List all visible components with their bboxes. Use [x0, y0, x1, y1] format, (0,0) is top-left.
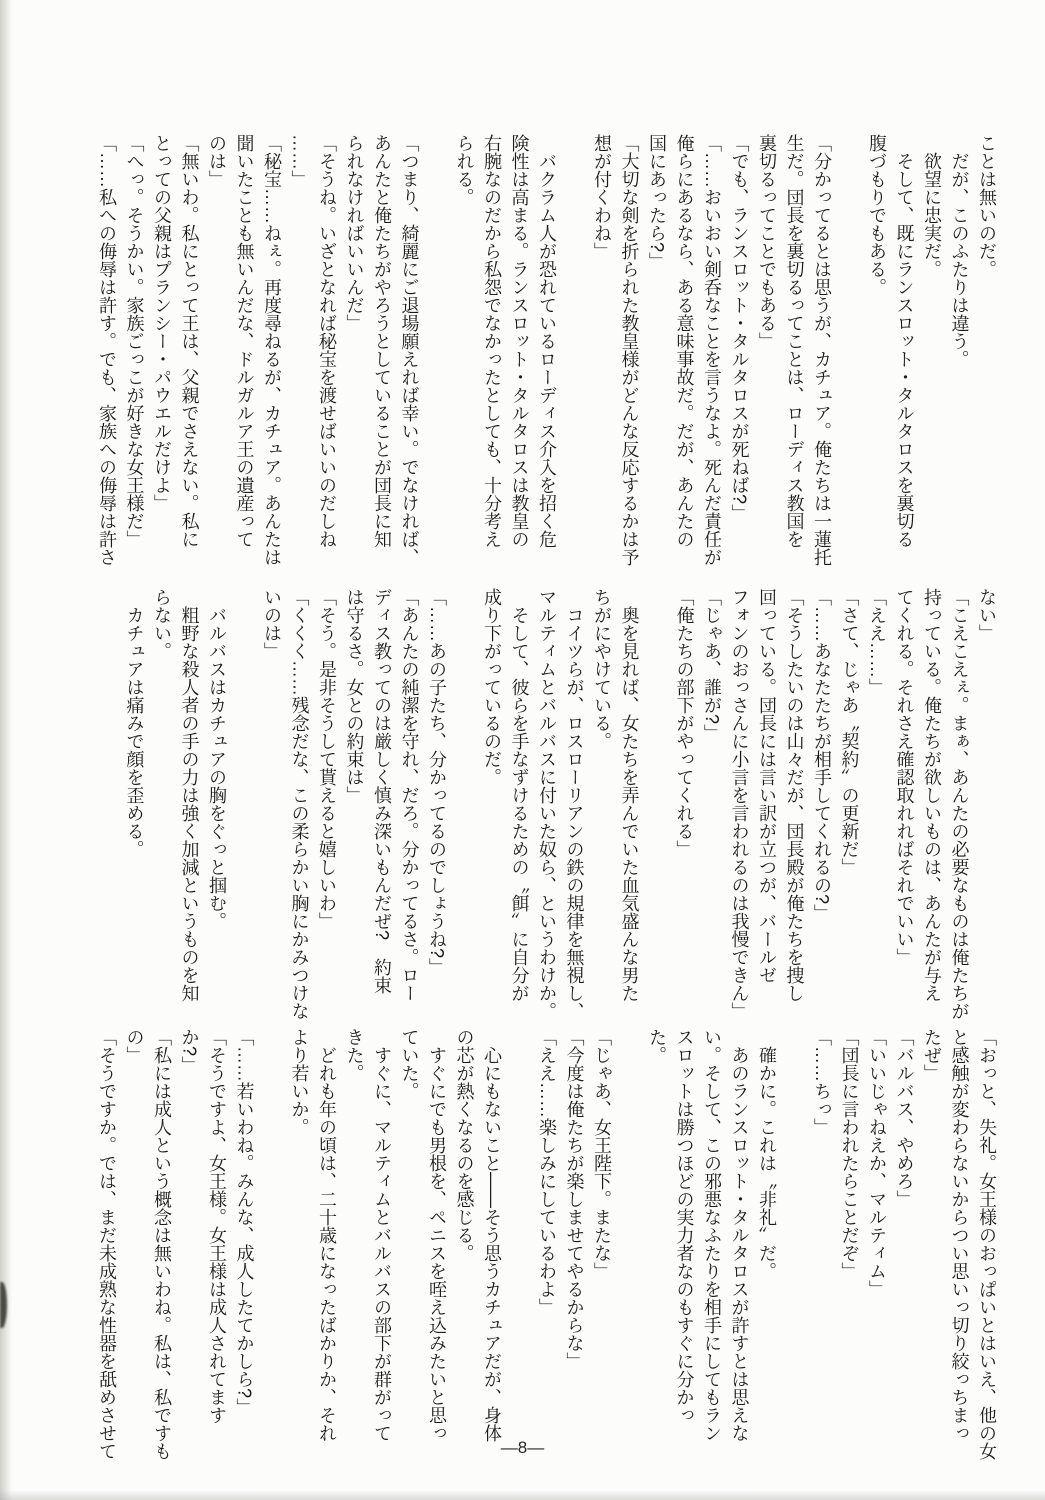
text-column: 「じゃあ、誰が?」	[702, 588, 722, 743]
text-column	[780, 1028, 808, 1468]
text-column: 「……私への侮辱は許す。でも、家族への侮辱は許さ	[97, 134, 117, 566]
text-column: と感触が変わらないからつい思いっ切り絞っちまっ	[949, 1028, 970, 1442]
text-column: カチュアは痛みで顔を歪める。	[124, 588, 145, 858]
text-column: あのランスロット・タルタロスが許すとは思えな	[729, 1028, 750, 1442]
scan-edge-shadow-left	[0, 0, 12, 1500]
text-column: マルティムとバルバスに付いた奴ら、というわけか。	[537, 588, 557, 1020]
text-column: バルバスはカチュアの胸をぐっと掴む。	[207, 588, 227, 930]
text-column: 「秘宝……ねぇ。再度尋ねるが、カチュア。あんたは	[262, 134, 282, 566]
text-column: フォンのおっさんに小言を言われるのは我慢できん」	[729, 588, 750, 1020]
text-column: ていた。	[399, 1028, 420, 1100]
text-column: の」	[124, 1028, 145, 1064]
text-column: 「そうしたいのは山々だが、団長殿が俺たちを捜し	[784, 588, 805, 1002]
text-column: ……」	[289, 134, 310, 188]
text-column: 成り下がっているのだ。	[482, 588, 502, 786]
text-column: 腹づもりでもある。	[867, 134, 887, 296]
text-column: 「……若いわね。みんな、成人したてかしら?」	[234, 1028, 255, 1417]
text-column: 「……ちっ」	[812, 1028, 832, 1136]
text-column: バクラム人が恐れているローディス介入を招く危	[537, 134, 557, 548]
text-column: 「さて、じゃあ〝契約〟の更新だ」	[839, 588, 860, 876]
text-column: だが、このふたりは違う。	[949, 134, 970, 368]
text-column	[835, 134, 863, 574]
text-column: 生だ。団長を裏切るってことは、ローディス教国を	[784, 134, 805, 548]
text-column	[615, 1028, 643, 1468]
text-column: 俺らにあるなら、ある意味事故だ。だが、あんたの	[674, 134, 695, 548]
text-column: 「そうですか。では、まだ未成熟な性器を舐めさせて	[97, 1028, 117, 1460]
text-band-bottom	[93, 1028, 1001, 1468]
text-column: 右腕なのだから私怨でなかったとしても、十分考え	[482, 134, 502, 548]
text-column: ちがにやけている。	[592, 588, 612, 750]
text-column: 「いいじゃねえか、マルティム」	[867, 1028, 887, 1298]
text-column: 「……おいおい剣呑なことを言うなよ。死んだ責任が	[702, 134, 722, 566]
text-column: 険性は高まる。ランスロット・タルタロスは教皇の	[509, 134, 530, 548]
scan-edge-shadow-bottom	[0, 1490, 1045, 1500]
text-column: 「おっと、失礼。女王様のおっぱいとはいえ、他の女	[977, 1028, 997, 1460]
text-column: コイツらが、ロスローリアンの鉄の規律を無視し、	[564, 588, 585, 1020]
text-column: ない」	[977, 588, 997, 642]
text-column: 奥を見れば、女たちを弄んでいた血気盛んな男た	[619, 588, 640, 1002]
text-column: 「でも、ランスロット・タルタロスが死ねば?」	[729, 134, 750, 523]
text-column	[450, 588, 478, 1028]
text-column: あんたと俺たちがやろうとしていることが団長に知	[372, 134, 392, 548]
text-column: 聞いたことも無いんだな、ドルガルア王の遺産って	[234, 134, 255, 548]
text-column	[643, 588, 671, 1028]
text-column: 「分かってるとは思うが、カチュア。俺たちは一蓮托	[812, 134, 832, 566]
text-column: 「俺たちの部下がやってくれる」	[674, 588, 695, 858]
text-column: 「……あの子たち、分かってるのでしょうね?」	[427, 588, 447, 977]
text-column: 「くくく……残念だな、この柔らかい胸にかみつけな	[289, 588, 310, 1020]
text-column: 「そう。是非そうして貰えると嬉しいわ」	[317, 588, 337, 930]
text-column: 「大切な剣を折られた教皇様がどんな反応するかは予	[619, 134, 640, 566]
text-column: 「あんたの純潔を守れ、だろ。分かってるさ。ロー	[399, 588, 420, 1002]
text-column: ディス教ってのは厳しく慎み深いもんだぜ? 約束	[372, 588, 392, 995]
text-column: そして、彼らを手なずけるための〝餌〟に自分が	[509, 588, 530, 1002]
text-column: い。そして、この邪悪なふたりを相手にしてもラン	[702, 1028, 722, 1442]
text-column	[560, 134, 588, 574]
text-column	[423, 134, 451, 574]
text-band-middle	[120, 588, 1000, 1028]
text-column: 「私には成人という概念は無いわね。私は、私ですも	[152, 1028, 172, 1460]
text-column: ことは無いのだ。	[977, 134, 997, 278]
text-column: の芯が熱くなるのを感じる。	[454, 1028, 475, 1262]
text-column: られなければいいんだ」	[344, 134, 365, 332]
text-column: 「そうね。いざとなれば秘宝を渡せばいいのだしね	[317, 134, 337, 548]
text-column: は守るさ。女との約束は」	[344, 588, 365, 804]
text-column: 「今度は俺たちが楽しませてやるからな」	[564, 1028, 585, 1370]
text-column: 「つまり、綺麗にご退場願えれば幸い。でなければ、	[399, 134, 420, 566]
text-band-top	[93, 134, 1001, 574]
text-column: より若いか。	[289, 1028, 310, 1136]
text-column: らない。	[152, 588, 172, 660]
text-column: そして、既にランスロット・タルタロスを裏切る	[894, 134, 915, 548]
text-column: 「団長に言われたらことだぞ」	[839, 1028, 860, 1280]
text-column: 「こえこえぇ。まぁ、あんたの必要なものは俺たちが	[949, 588, 970, 1020]
text-column: きた。	[344, 1028, 365, 1082]
text-column: 「へっ。そうかい。家族ごっこが好きな女王様だ」	[124, 134, 145, 548]
text-column: てくれる。それさえ確認取れればそれでいい」	[894, 588, 915, 966]
text-column	[230, 588, 258, 1028]
text-column: か?」	[179, 1028, 200, 1075]
text-column: 「無いわ。私にとって王は、父親でさえない。私に	[179, 134, 200, 548]
text-column: 「バルバス、やめろ」	[894, 1028, 915, 1208]
text-column: 心にもないこと――そう思うカチュアだが、身体	[482, 1028, 502, 1442]
scan-smudge-artifact	[0, 1282, 7, 1328]
text-column: 「じゃあ、女王陛下。またな」	[592, 1028, 612, 1280]
text-column: どれも年の頃は、二十歳になったばかりか、それ	[317, 1028, 337, 1442]
text-column	[505, 1028, 533, 1468]
text-column: 「ええ……」	[867, 588, 887, 696]
text-column: た。	[647, 1028, 667, 1064]
text-column: 想が付くわね」	[592, 134, 612, 260]
text-column: られる。	[454, 134, 475, 206]
text-column: とっての父親はプランシー・パウエルだけよ」	[152, 134, 172, 512]
text-column: 持っている。俺たちが欲しいものは、あんたが与え	[922, 588, 942, 1002]
text-column: スロットは勝つほどの実力者なのもすぐに分かっ	[674, 1028, 695, 1424]
text-column: 「そうですよ、女王様。女王様は成人されてます	[207, 1028, 227, 1424]
text-column: すぐに、マルティムとバルバスの部下が群がって	[372, 1028, 392, 1442]
text-column: 「……あなたたちが相手してくれるの?」	[812, 588, 832, 923]
text-column: 裏切るってことでもある」	[757, 134, 777, 350]
text-column: 国にあったら?」	[647, 134, 667, 271]
text-column: のは」	[207, 134, 227, 188]
page-number: ―8―	[500, 1438, 545, 1457]
text-column: 回っている。団長には言い訳が立つが、バールゼ	[757, 588, 777, 984]
text-column: 確かに。これは〝非礼〟だ。	[757, 1028, 777, 1280]
text-column: たぜ」	[922, 1028, 942, 1082]
text-column: いのは」	[262, 588, 282, 660]
text-column: 「ええ……楽しみにしているわよ」	[537, 1028, 557, 1316]
text-column: 欲望に忠実だ。	[922, 134, 942, 278]
text-column: 粗野な殺人者の手の力は強く加減というものを知	[179, 588, 200, 1002]
text-column	[258, 1028, 286, 1468]
text-column: すぐにでも男根を、ペニスを咥え込みたいと思っ	[427, 1028, 447, 1442]
